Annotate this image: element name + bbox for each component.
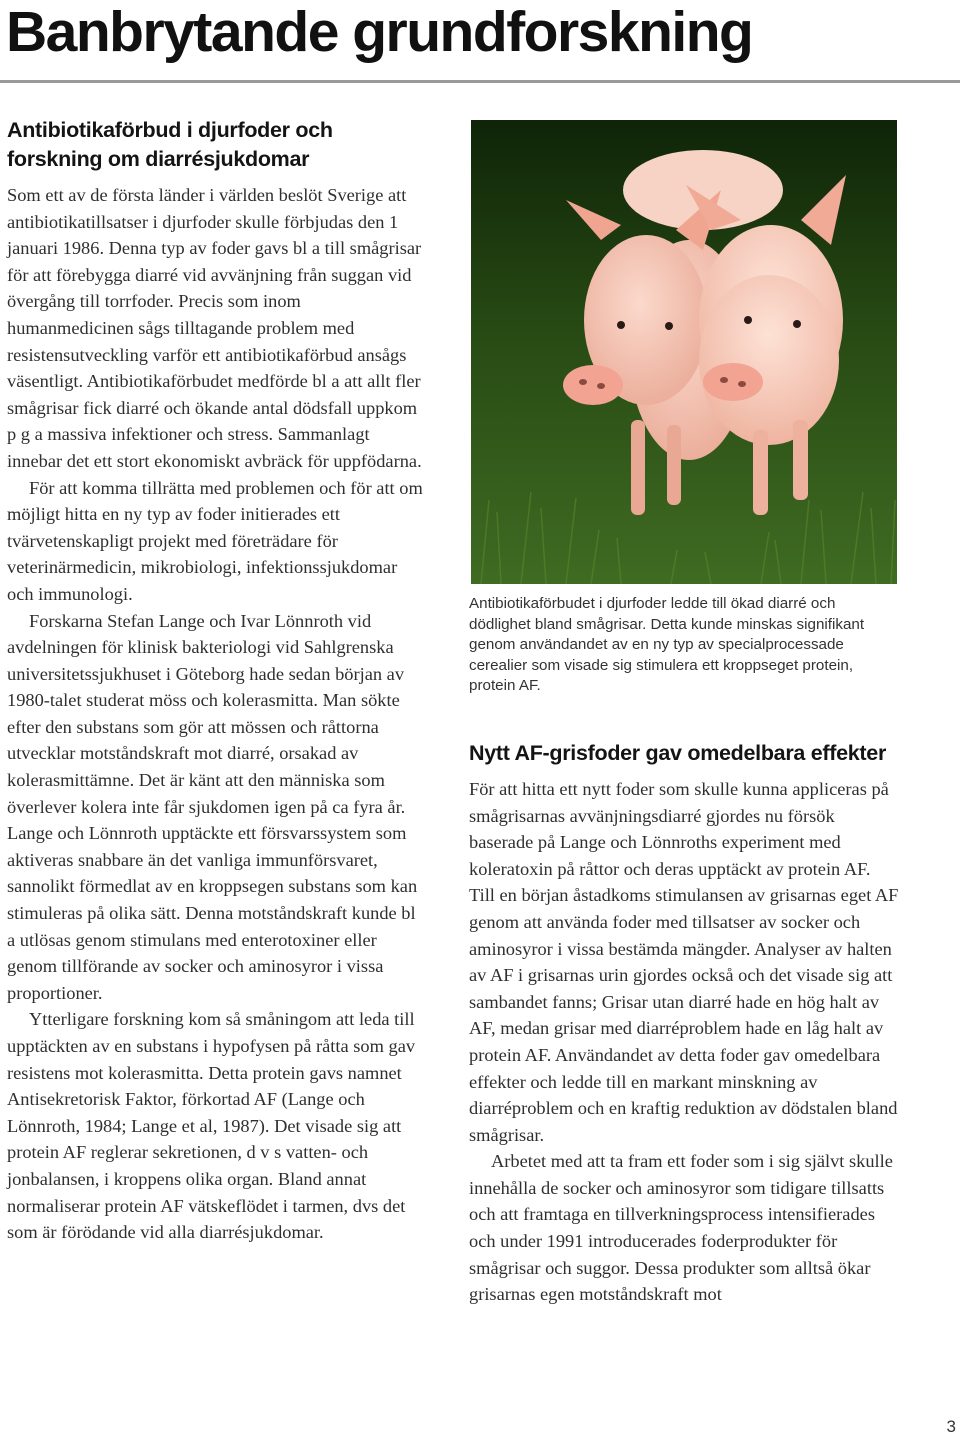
- title-divider: [0, 80, 960, 83]
- paragraph: För att hitta ett nytt foder som skulle kunna appliceras på smågrisarnas avvänjningsdiarré gjordes nu försök baserade på Lange och Lönnroths experiment med koleratoxin på råttor och deras upptäckt av protein AF. Till en början åstadkoms stimulansen av grisarnas eget AF genom att använda foder med tillsatser av socker och aminosyror i vissa bestämda mängder. Analyser av halten av AF i grisarnas urin gjordes också och det visade sig att sambandet fanns; Grisar utan diarré hade en hög halt av AF, medan grisar med diarréproblem hade en låg halt av protein AF. Användandet av detta foder gav omedelbara effekter och ledde till en markant minskning av diarréproblem och en kraftig reduktion av dödstalen bland smågrisar.: [469, 778, 899, 1145]
- right-column: [469, 120, 899, 1308]
- section-heading-antibiotic-ban: Antibiotikaförbud i djurfoder och forskning om diarrésjukdomar: [7, 118, 333, 171]
- paragraph: Forskarna Stefan Lange och Ivar Lönnroth vid avdelningen för klinisk bakteriologi vid Sahlgrenska universitetssjukhuset i Göteborg hade sedan början av 1980-talet studerat möss och kolerasmitta. Man sökte efter den substans som gör att mössen och råttorna utvecklar motståndskraft mot diarré, orsakad av kolerasmittämne. Det är känt att den människa som överlever kolera inte får sjukdomen igen på ca fyra år. Lange och Lönnroth upptäckte ett försvarssystem som aktiveras snabbare än det vanliga immunförsvaret, sannolikt förmedlat av en kroppsegen substans som kan stimuleras på olika sätt. Denna motståndskraft kunde bl a utlösas genom stimulans med enterotoxiner eller genom tillförande av socker och aminosyror i vissa proportioner.: [7, 610, 418, 1003]
- right-article-body: [469, 776, 899, 1308]
- page-title: Banbrytande grundforskning: [6, 0, 753, 64]
- left-column: [7, 116, 427, 1246]
- section-heading-af-feed: Nytt AF-grisfoder gav omedelbara effekter: [469, 740, 887, 765]
- piglets-photo: [471, 120, 897, 584]
- paragraph: Arbetet med att ta fram ett foder som i sig självt skulle innehålla de socker och aminosyror som tidigare tillsatts och att framtaga en tillverkningsprocess intensifierades och under 1991 introducerades foderprodukter för smågrisar och suggor. Dessa produkter som alltså ökar grisarnas egen motståndskraft mot: [469, 1151, 893, 1305]
- paragraph: För att komma tillrätta med problemen och för att om möjligt hitta en ny typ av foder initierades ett tvärvetenskapligt projekt med företrädare för veterinärmedicin, mikrobiologi, infektionssjukdomar och immunologi.: [7, 477, 423, 604]
- paragraph: Som ett av de första länder i världen beslöt Sverige att antibiotikatillsatser i djurfoder skulle förbjudas den 1 januari 1986. Denna typ av foder gavs bl a till smågrisar för att förebygga diarré vid avvänjning från suggan vid övergång till torrfoder. Precis som inom humanmedicinen sågs tilltagande problem med resistensutveckling varför ett antibiotikaförbud ansågs väsentligt. Antibiotikaförbudet medförde bl a att allt fler smågrisar fick diarré och ökande antal dödsfall uppkom p g a massiva infektioner och stress. Sammanlagt innebar det ett stort ekonomiskt avbräck för uppfödarna.: [7, 185, 422, 471]
- photo-caption: Antibiotikaförbudet i djurfoder ledde till ökad diarré och dödlighet bland smågrisar. Detta kunde minskas signifikant genom användandet av en ny typ av specialprocessade cerealier som visade sig stimulera ett kroppseget protein, protein AF.: [469, 595, 865, 695]
- left-article-body: [7, 182, 427, 1246]
- page-number: 3: [946, 1417, 956, 1436]
- paragraph: Ytterligare forskning kom så småningom att leda till upptäckten av en substans i hypofysen på råtta som gav resistens mot kolerasmitta. Detta protein gavs namnet Antisekretorisk Faktor, förkortad AF (Lange och Lönnroth, 1984; Lange et al, 1987). Det visade sig att protein AF reglerar sekretionen, d v s vatten- och jonbalansen, i kroppens olika organ. Bland annat normaliserar protein AF vätskeflödet i tarmen, dvs det som är förödande vid alla diarrésjukdomar.: [7, 1009, 416, 1243]
